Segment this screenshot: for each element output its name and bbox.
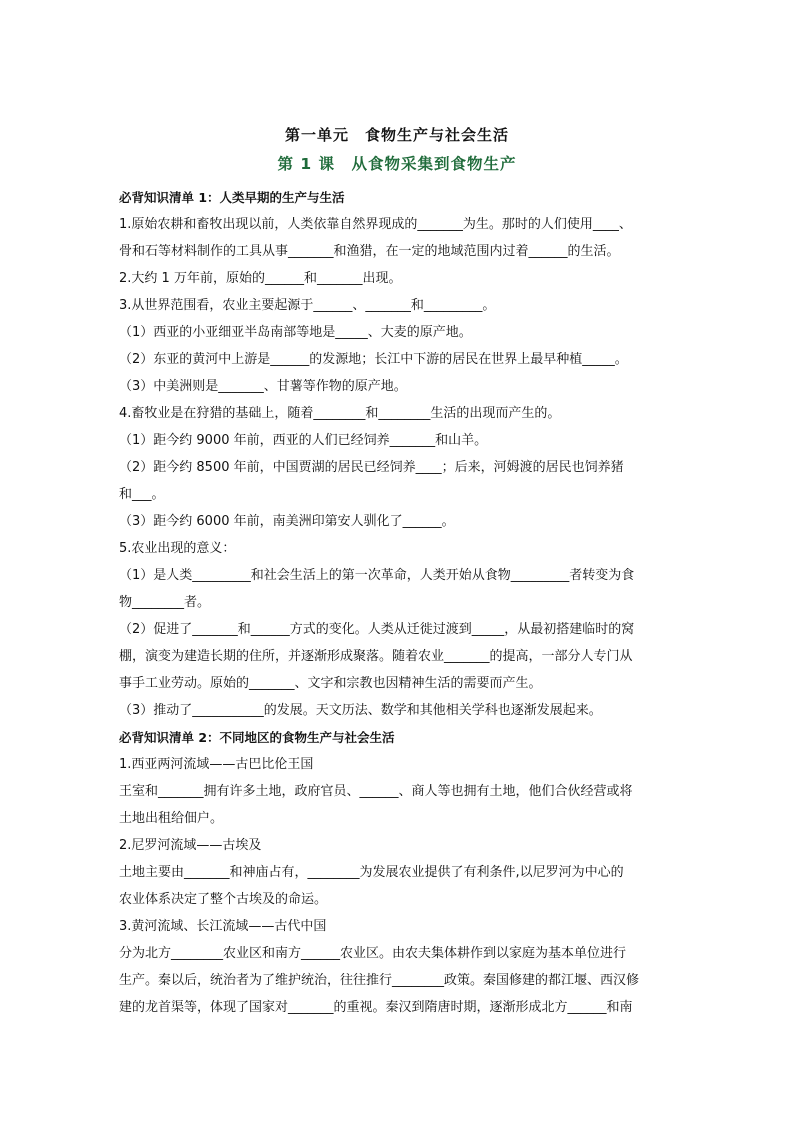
section-heading-2: 必背知识清单 2：不同地区的食物生产与社会生活	[119, 730, 395, 745]
text-line: 王室和_______拥有许多土地，政府官员、______、商人等也拥有土地，他们合伙经营或将	[119, 784, 633, 799]
text-line: （2）促进了_______和______方式的变化。人类从迁徙过渡到_____，从最初搭建临时的窝	[119, 622, 635, 637]
text-line: 棚，演变为建造长期的住所，并逐渐形成聚落。随着农业_______的提高，一部分人专门从	[119, 649, 633, 664]
lesson-title: 第 1 课 从食物采集到食物生产	[277, 155, 517, 173]
text-line: 分为北方________农业区和南方______农业区。由农夫集体耕作到以家庭为基本单位进行	[119, 946, 627, 961]
text-line: 2.尼罗河流域——古埃及	[119, 838, 262, 853]
text-line: （2）东亚的黄河中上游是______的发源地；长江中下游的居民在世界上最早种植_____。	[119, 352, 628, 367]
text-line: （1）西亚的小亚细亚半岛南部等地是_____、大麦的原产地。	[119, 325, 472, 340]
text-line: （3）距今约 6000 年前，南美洲印第安人驯化了______。	[119, 514, 455, 529]
text-line: 事手工业劳动。原始的_______、文字和宗教也因精神生活的需要而产生。	[119, 676, 542, 691]
text-line: （3）推动了___________的发展。天文历法、数学和其他相关学科也逐渐发展起来。	[119, 703, 602, 718]
text-line: 5.农业出现的意义：	[119, 541, 236, 556]
text-line: 4.畜牧业是在狩猎的基础上，随着________和________生活的出现而产生的。	[119, 406, 561, 421]
text-line: 物________者。	[119, 595, 211, 610]
text-line: 土地主要由_______和神庙占有，________为发展农业提供了有利条件,以尼罗河为中心的	[119, 865, 624, 880]
text-line: （1）距今约 9000 年前，西亚的人们已经饲养_______和山羊。	[119, 433, 488, 448]
text-line: （1）是人类_________和社会生活上的第一次革命，人类开始从食物_________者转变为食	[119, 568, 635, 583]
text-line: 3.黄河流域、长江流域——古代中国	[119, 919, 327, 934]
text-line: 1.原始农耕和畜牧出现以前，人类依靠自然界现成的_______为生。那时的人们使用____、	[119, 217, 632, 232]
text-line: 和___。	[119, 487, 165, 502]
text-line: 建的龙首渠等，体现了国家对_______的重视。秦汉到隋唐时期，逐渐形成北方______和南	[119, 1000, 633, 1015]
text-line: 1.西亚两河流域——古巴比伦王国	[119, 757, 314, 772]
text-line: （3）中美洲则是_______、甘薯等作物的原产地。	[119, 379, 407, 394]
section-heading-1: 必背知识清单 1：人类早期的生产与生活	[119, 190, 345, 205]
text-line: 2.大约 1 万年前，原始的______和_______出现。	[119, 271, 402, 286]
text-line: 生产。秦以后，统治者为了维护统治，往往推行________政策。秦国修建的都江堰、西汉修	[119, 973, 640, 988]
text-line: 骨和石等材料制作的工具从事_______和渔猎，在一定的地域范围内过着______的生活。	[119, 244, 620, 259]
unit-title: 第一单元 食物生产与社会生活	[284, 126, 509, 144]
text-line: 3.从世界范围看，农业主要起源于______、_______和_________。	[119, 298, 496, 313]
text-line: 土地出租给佃户。	[119, 811, 224, 826]
text-line: （2）距今约 8500 年前，中国贾湖的居民已经饲养____；后来，河姆渡的居民也饲养猪	[119, 460, 624, 475]
text-line: 农业体系决定了整个古埃及的命运。	[119, 892, 328, 907]
